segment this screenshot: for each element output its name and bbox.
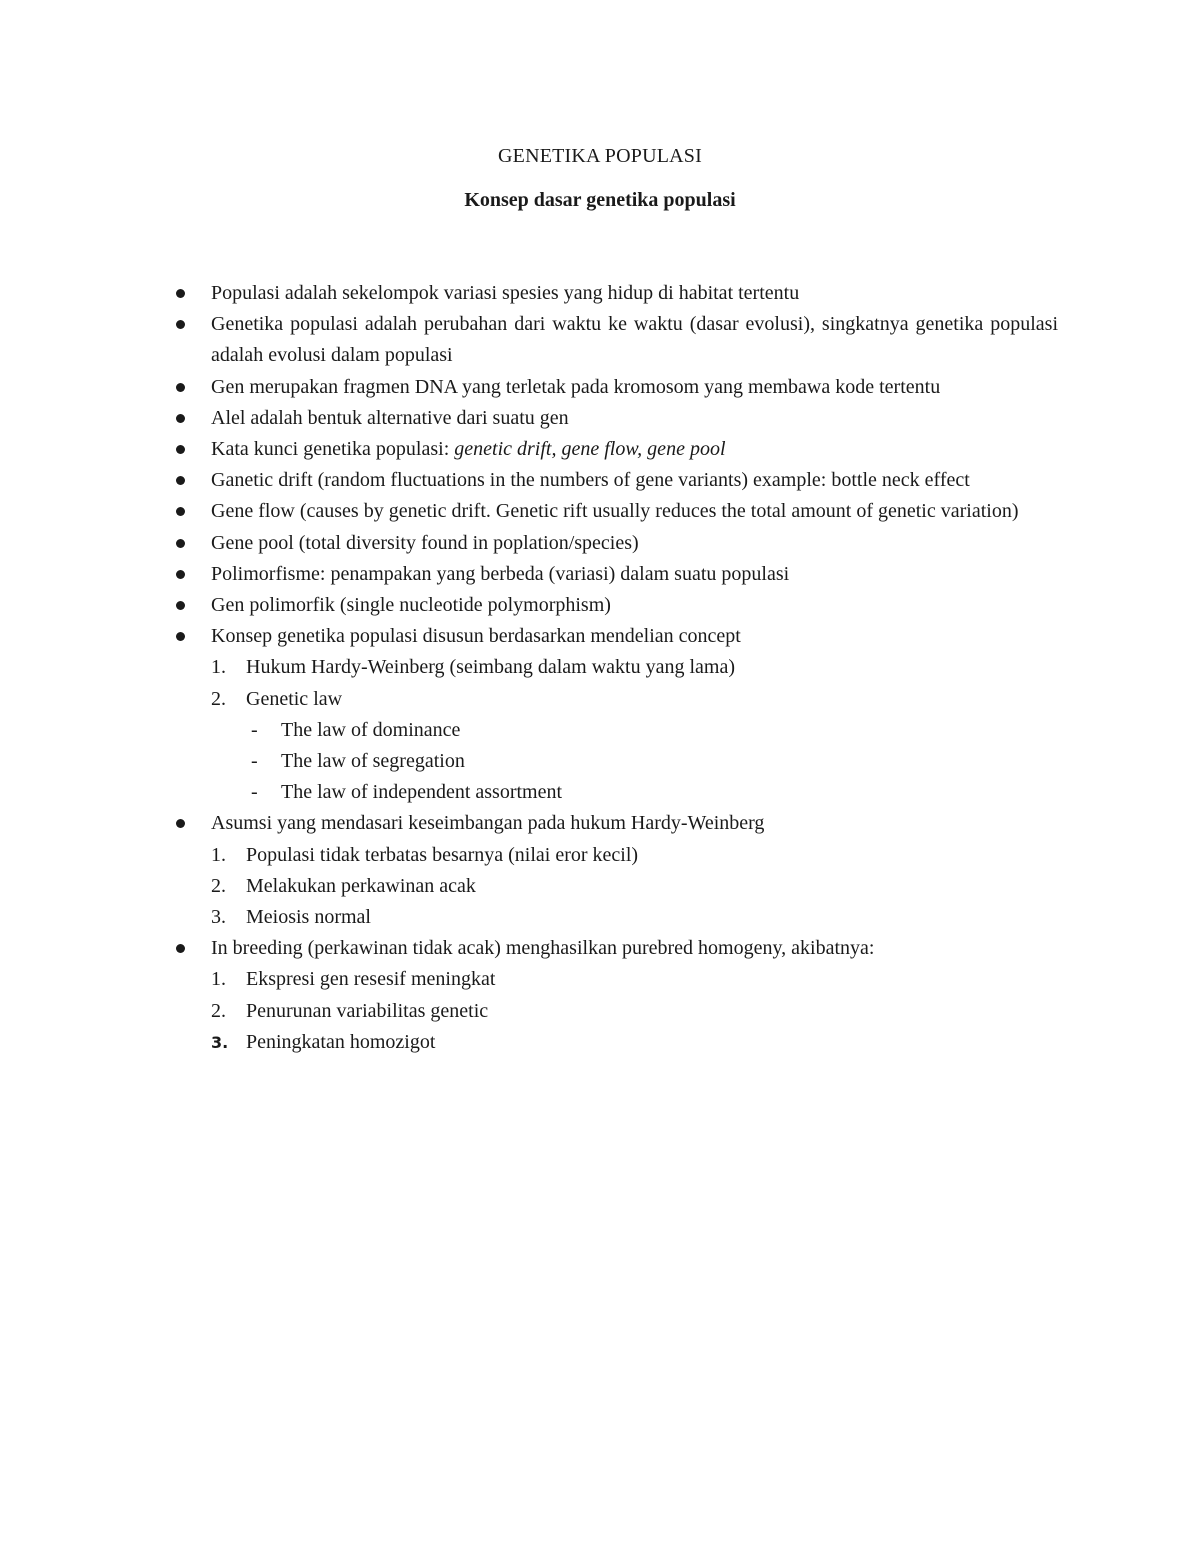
list-item bbox=[170, 933, 1058, 964]
list-item-text: Asumsi yang mendasari keseimbangan pada hukum Hardy-Weinberg bbox=[211, 812, 765, 835]
dash-item-text: The law of independent assortment bbox=[281, 781, 563, 804]
document-title: GENETIKA POPULASI bbox=[498, 145, 702, 167]
list-item-text: Polimorfisme: penampakan yang berbeda (variasi) dalam suatu populasi bbox=[211, 562, 790, 585]
dash-item bbox=[170, 746, 1058, 777]
numbered-item bbox=[170, 684, 1058, 715]
numbered-item-text: Genetic law bbox=[246, 687, 343, 710]
numbered-item bbox=[170, 996, 1058, 1027]
list-item bbox=[170, 496, 1058, 527]
list-item bbox=[170, 808, 1058, 839]
keywords-italic: genetic drift, gene flow, gene pool bbox=[454, 438, 726, 461]
item-number: 3. bbox=[211, 1032, 229, 1052]
list-item-text: Populasi adalah sekelompok variasi spesies yang hidup di habitat tertentu bbox=[211, 282, 800, 304]
list-item bbox=[170, 372, 1058, 403]
bullet-list bbox=[170, 278, 1058, 1058]
dash-item bbox=[170, 715, 1058, 746]
numbered-item-text: Ekspresi gen resesif meningkat bbox=[246, 968, 496, 991]
list-item-text: Alel adalah bentuk alternative dari suatu gen bbox=[211, 406, 569, 429]
item-number: 1. bbox=[211, 968, 226, 991]
item-number: 1. bbox=[211, 843, 226, 866]
list-item-text: Ganetic drift (random fluctuations in the numbers of gene variants) example: bottle neck effect bbox=[211, 469, 970, 492]
item-number: 1. bbox=[211, 656, 226, 679]
dash-item-text: The law of dominance bbox=[281, 718, 461, 741]
bullet-icon bbox=[176, 601, 185, 610]
bullet-icon bbox=[176, 570, 185, 579]
list-item bbox=[170, 528, 1058, 559]
bullet-icon bbox=[176, 445, 185, 454]
numbered-item bbox=[170, 964, 1058, 995]
numbered-item-text: Penurunan variabilitas genetic bbox=[246, 999, 489, 1022]
item-number: 2. bbox=[211, 687, 226, 710]
list-item-text: Gene pool (total diversity found in poplation/species) bbox=[211, 531, 639, 554]
list-item bbox=[170, 621, 1058, 652]
item-number: 3. bbox=[211, 906, 226, 929]
bullet-icon bbox=[176, 320, 185, 329]
dash-marker: - bbox=[251, 718, 258, 741]
dash-item bbox=[170, 777, 1058, 808]
list-item bbox=[170, 309, 1058, 371]
bullet-icon bbox=[176, 414, 185, 423]
numbered-item bbox=[170, 871, 1058, 902]
numbered-item-text: Melakukan perkawinan acak bbox=[246, 874, 476, 897]
bullet-icon bbox=[176, 819, 185, 828]
list-item bbox=[170, 434, 1058, 465]
bullet-icon bbox=[176, 632, 185, 641]
bullet-icon bbox=[176, 944, 185, 953]
numbered-item bbox=[170, 652, 1058, 683]
list-item-text: Gen polimorfik (single nucleotide polymorphism) bbox=[211, 594, 611, 617]
bullet-icon bbox=[176, 539, 185, 548]
list-item bbox=[170, 278, 1058, 309]
dash-marker: - bbox=[251, 750, 258, 773]
list-item bbox=[170, 559, 1058, 590]
list-item-text: In breeding (perkawinan tidak acak) menghasilkan purebred homogeny, akibatnya: bbox=[211, 937, 875, 960]
list-item-text: Gene flow (causes by genetic drift. Genetic rift usually reduces the total amount of genetic variation) bbox=[211, 500, 1019, 523]
bullet-icon bbox=[176, 507, 185, 516]
document-subtitle: Konsep dasar genetika populasi bbox=[464, 189, 736, 211]
numbered-item-text: Populasi tidak terbatas besarnya (nilai eror kecil) bbox=[246, 843, 639, 866]
numbered-item-text: Meiosis normal bbox=[246, 906, 371, 929]
dash-item-text: The law of segregation bbox=[281, 750, 465, 773]
item-number: 2. bbox=[211, 874, 226, 897]
numbered-item bbox=[170, 1027, 1058, 1058]
bullet-icon bbox=[176, 289, 185, 298]
list-item-text: Gen merupakan fragmen DNA yang terletak pada kromosom yang membawa kode tertentu bbox=[211, 375, 941, 398]
bullet-icon bbox=[176, 383, 185, 392]
list-item bbox=[170, 590, 1058, 621]
dash-marker: - bbox=[251, 781, 258, 804]
list-item-text: Kata kunci genetika populasi: bbox=[211, 438, 455, 461]
list-item-text: Konsep genetika populasi disusun berdasarkan mendelian concept bbox=[211, 625, 741, 648]
numbered-item-text: Peningkatan homozigot bbox=[246, 1030, 436, 1053]
numbered-item-text: Hukum Hardy-Weinberg (seimbang dalam waktu yang lama) bbox=[246, 656, 735, 679]
numbered-item bbox=[170, 840, 1058, 871]
list-item bbox=[170, 403, 1058, 434]
numbered-item bbox=[170, 902, 1058, 933]
list-item bbox=[170, 465, 1058, 496]
list-item-text: Genetika populasi adalah perubahan dari waktu ke waktu (dasar evolusi), singkatnya genetika populasi adalah evolusi dalam populasi bbox=[211, 313, 1058, 367]
item-number: 2. bbox=[211, 999, 226, 1022]
bullet-icon bbox=[176, 476, 185, 485]
